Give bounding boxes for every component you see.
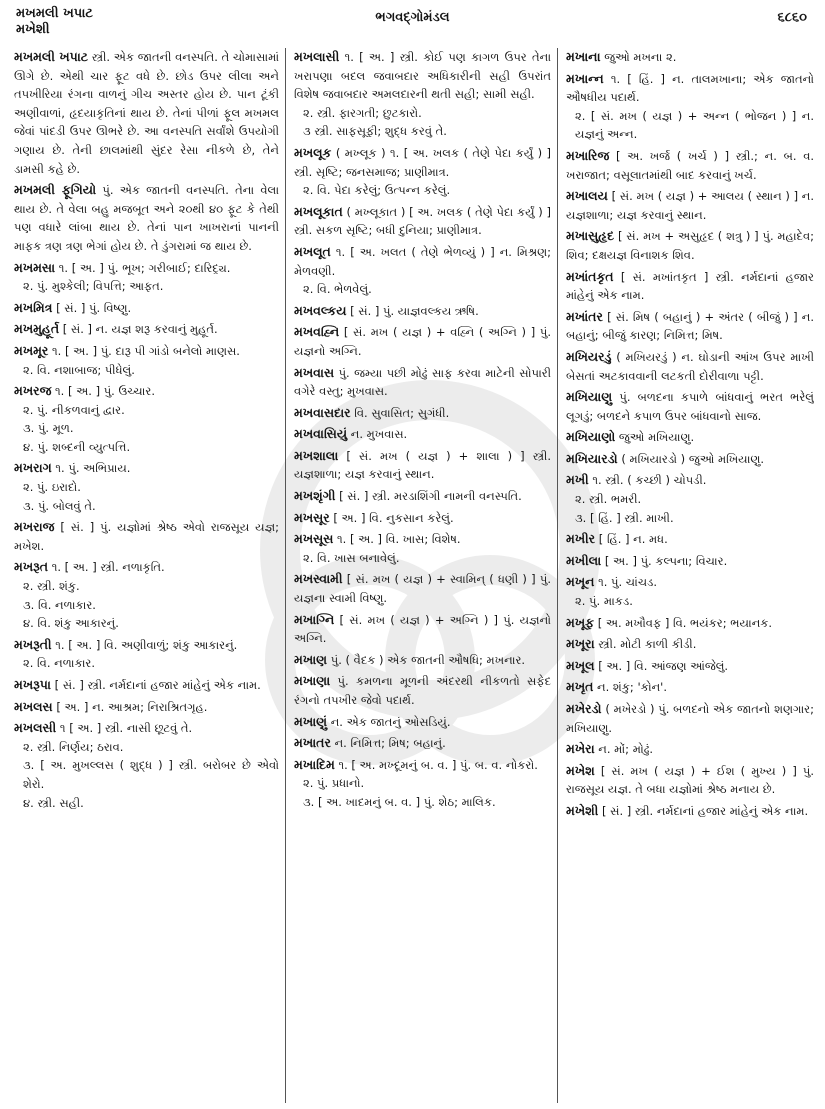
entry-definition: [ સં. મખ ( યજ્ઞ ) + ઈશ ( મુખ્ય ) ] પું. રાજસૂય યજ્ઞ. તે બધા યજ્ઞોમાં શ્રેષ્ઠ મનાય છે. — [566, 763, 814, 797]
entry-sense: ૨. સ્ત્રી. શંકુ. — [23, 579, 80, 594]
entry-sense: ૨. વિ. નશાબાજ; પીધેલું. — [23, 362, 135, 377]
entry-definition: [ સં. મખ ( યજ્ઞ ) + આલય ( સ્થાન ) ] ન. યજ્ઞશાળા; યજ્ઞ કરવાનું સ્થાન. — [566, 189, 814, 222]
entry-headword: મખવાસ — [294, 364, 335, 380]
dictionary-entry — [566, 552, 814, 571]
entry-definition: ( મખ્લૂકાત ) [ અ. ખલક ( તેણે પેદા કર્યું ) ] સ્ત્રી. સકળ સૃષ્ટિ; બધી દુનિયા; પ્રાણીમાત્ર. — [294, 204, 552, 238]
entry-headword: મખરાગ — [14, 460, 52, 476]
entry-definition: ૧. સ્ત્રી. ( કચ્છી ) ચોપડી. — [592, 473, 707, 488]
entry-headword: મખાન્ન — [566, 70, 604, 86]
dictionary-entry — [294, 323, 551, 360]
entry-headword: મખેશ — [566, 762, 595, 778]
entry-headword: મખમલી ખપાટ — [14, 49, 89, 64]
entry-headword: મખલૂકાત — [294, 203, 343, 219]
entry-definition: ( મખેરડો ) પું. બળદનો એક જાતનો શણગાર; મખિયાણુ. — [566, 702, 814, 735]
entry-headword: મખાગ્નિ — [294, 611, 335, 627]
entry-headword: મખેરડો — [566, 701, 602, 716]
dictionary-entry — [14, 698, 279, 717]
dictionary-entry — [566, 388, 814, 425]
entry-sense: ૩. [ હિં. ] સ્ત્રી. માખી. — [575, 510, 674, 525]
entry-headword: મખિયાણુ — [566, 389, 613, 405]
dictionary-entry — [566, 740, 814, 759]
entry-definition: [ અ. ] પું. કલ્પના; વિચાર. — [604, 553, 728, 568]
entry-headword: મખાતર — [294, 735, 331, 751]
entry-definition: પું. કમળના મૂળની અંદરથી નીકળતો સફેદ રંગનો તપખીર જેવો પદાર્થ. — [294, 674, 552, 707]
entry-headword: મખલૂક — [294, 144, 332, 160]
entry-sense: ૨. પું. ઇરાદો. — [23, 480, 81, 495]
entry-definition: [ સં. મખ ( યજ્ઞ ) + વહ્નિ ( અગ્નિ ) ] પું. યજ્ઞનો અગ્નિ. — [294, 325, 551, 358]
entry-definition: [ સં. મખ ( યજ્ઞ ) + સ્વામિન્ ( ધણી ) ] પું. યજ્ઞના સ્વામી વિષ્ણુ. — [294, 572, 552, 606]
entry-headword: મખલૂત — [294, 243, 331, 259]
entry-headword: મખેશી — [566, 802, 599, 818]
entry-sense: ૨. વિ. પેદા કરેલું; ઉત્પન્ન કરેલું. — [303, 183, 451, 198]
dictionary-entry — [566, 70, 814, 144]
dictionary-entry — [566, 348, 814, 385]
dictionary-entry — [566, 147, 814, 184]
entry-headword: મખૃત — [566, 679, 594, 695]
entry-headword: મખીર — [566, 531, 596, 547]
entry-definition: ૧. [ અ. ] વિ. અણીવાળું; શંકુ આકારનું. — [55, 637, 238, 652]
entry-definition: [ અ. ખર્જ ( ખર્ચ ) ] સ્ત્રી.; ન. બ. વ. ખરાજાત; વસૂલાતમાંથી બાદ કરવાનું ખર્ચ. — [566, 148, 814, 182]
entry-headword: મખૂલ — [566, 657, 595, 673]
entry-headword: મખસૂર — [294, 509, 330, 525]
entry-definition: જુઓ મખના ૨. — [604, 50, 677, 64]
entry-definition: પું. જમ્યા પછી મોઢું સાફ કરવા માટેની સોપારી વગેરે વસ્તુ; મુખવાસ. — [294, 365, 552, 399]
page-number: ૬૮૬૦ — [777, 10, 807, 25]
entry-definition: ૧ [ અ. ] સ્ત્રી. નાસી છૂટવું તે. — [59, 721, 193, 736]
entry-headword: મખવલ્કય — [294, 302, 347, 318]
entry-headword: મખાણું — [294, 713, 328, 729]
entry-definition: [ સં. ] પું. યાજ્ઞવલ્કય ઋષિ. — [350, 303, 479, 318]
dictionary-entry — [566, 614, 814, 633]
dictionary-entry — [14, 719, 279, 812]
entry-sense: ૨. વિ. નળાકાર. — [23, 656, 96, 671]
dictionary-entry — [566, 573, 814, 610]
entry-sense: ૨. [ સં. મખ ( યજ્ઞ ) + અન્ન ( ભોજન ) ] ન. યજ્ઞનું અન્ન. — [575, 108, 814, 142]
dictionary-entry — [566, 530, 814, 549]
entry-definition: ( મખિયરડું ) ન. ઘોડાની આંખ ઉપર માખી બેસતાં અટકાવવાની લટકતી દોરીવાળા પટ્ટી. — [566, 349, 814, 383]
entry-definition: ૧. પું. ચાંચડ. — [598, 575, 657, 590]
column-2 — [286, 48, 558, 1103]
entry-sense: ૨. પું. મુશ્કેલી; વિપત્તિ; આફત. — [23, 279, 164, 294]
dictionary-entry — [566, 471, 814, 527]
entry-headword: મખમૂર — [14, 342, 49, 358]
dictionary-entry — [294, 203, 551, 240]
entry-headword: મખાંતકૃત — [566, 268, 614, 284]
entry-sense: ૩. [ અ. ખાદમનું બ. વ. ] પું. શેઠ; માલિક. — [303, 794, 496, 809]
entry-headword: મખસ્વામી — [294, 571, 343, 587]
column-1 — [14, 48, 286, 1103]
entry-headword: મખવાસદાર — [294, 404, 351, 420]
entry-headword: મખરૂપા — [14, 677, 51, 692]
entry-headword: મખાસુહૃદ — [566, 228, 615, 244]
entry-headword: મખમસા — [14, 259, 56, 275]
entry-definition: ૧. [ અ. ] સ્ત્રી. નળાકૃતિ. — [51, 560, 165, 575]
entry-definition: [ અ. મખૌવફ ] વિ. ભયંકર; ભયાનક. — [597, 615, 773, 630]
entry-headword: મખાણ — [294, 651, 328, 667]
dictionary-entry — [566, 762, 814, 799]
dictionary-entry — [294, 243, 551, 299]
entry-definition: [ સં. ] પું. યજ્ઞોમાં શ્રેષ્ઠ એવો રાજસૂય યજ્ઞ; મખેશ. — [14, 520, 279, 553]
dictionary-entry — [294, 530, 551, 567]
entry-headword: મખલસ — [14, 698, 53, 714]
dictionary-entry — [294, 611, 551, 648]
entry-sense: ૨. પું. પ્રધાનો. — [303, 776, 365, 791]
dictionary-entry — [14, 181, 279, 255]
entry-headword: મખારિજ — [566, 147, 610, 163]
entry-headword: મખિયાણો — [566, 429, 616, 445]
entry-definition: [ હિં. ] ન. મધ. — [598, 532, 668, 547]
entry-headword: મખૂન — [566, 574, 595, 590]
entry-headword: મખરજ — [14, 383, 52, 399]
column-3 — [558, 48, 814, 1103]
dictionary-entry — [294, 425, 551, 444]
entry-headword: મખમુહૂર્ત — [14, 321, 60, 337]
entry-definition: જુઓ મખિયાણુ. — [618, 430, 695, 445]
dictionary-entry — [566, 700, 814, 737]
entry-definition: સ્ત્રી. મોટી કાળી કીડી. — [598, 637, 697, 652]
entry-definition: ન. મોં; મોઢું. — [598, 742, 654, 757]
dictionary-entry — [294, 144, 551, 200]
dictionary-entry — [14, 299, 279, 318]
entry-definition: [ સં. ] પું. વિષ્ણુ. — [56, 300, 132, 315]
entry-definition: સ્ત્રી. એક જાતની વનસ્પતિ. તે ચોમાસામાં ઊગે છે. એથી ચાર ફૂટ વધે છે. છોડ ઉપર લીલા અને તપખીરિયા રંગના વાળનું ગીચ અસ્તર હોય છે. પાન ટૂંકી અણીવાળાં, હૃદયાકૃતિનાં થાય છે. તેનાં પીળાં ફૂલ મખમલ જેવાં પાંદડી ઉપર ઊભરે છે. આ વનસ્પતિ સર્વાંશે ઉપયોગી ગણાય છે. તેની છાલમાંથી સુંદર રેસા નીકળે છે, તેને ડામસી કહે છે. — [14, 50, 280, 176]
entry-definition: [ સં. મખ + અસુહૃદ ( શત્રુ ) ] પું. મહાદેવ; શિવ; દક્ષયજ્ઞ વિનાશક શિવ. — [566, 229, 814, 262]
dictionary-entry — [566, 308, 814, 345]
dictionary-entry — [294, 509, 551, 528]
entry-definition: [ અ. ] ન. આશ્રમ; નિરાશ્રિતગૃહ. — [56, 699, 208, 714]
dictionary-entry — [294, 48, 551, 141]
entry-sense: ૨. પું. માકડ. — [575, 594, 633, 609]
entry-sense: ૪. પું. શબ્દની વ્યુત્પત્તિ. — [23, 439, 131, 454]
dictionary-entry — [566, 802, 814, 821]
entry-headword: મખાંતર — [566, 308, 603, 324]
dictionary-entry — [294, 672, 551, 709]
dictionary-entry — [294, 570, 551, 607]
entry-headword: મખાલય — [566, 188, 608, 204]
running-title: ભગવદ્ગોમંડલ — [375, 10, 450, 25]
entry-headword: મખસૂસ — [294, 531, 334, 547]
entry-definition: ૧. પું. અભિપ્રાય. — [55, 461, 131, 476]
entry-headword: મખીલા — [566, 552, 602, 568]
entry-sense: ૨. સ્ત્રી. નિર્ણય; ઠરાવ. — [23, 739, 124, 754]
entry-sense: ૨. વિ. ખાસ બનાવેલું. — [303, 550, 400, 565]
dictionary-entry — [14, 518, 279, 555]
entry-sense: ૨. સ્ત્રી. ભમરી. — [575, 492, 642, 507]
entry-definition: [ સં. ] સ્ત્રી. નર્મદાનાં હજાર માંહેનું એક નામ. — [601, 803, 809, 818]
entry-headword: મખશાલા — [294, 447, 339, 463]
entry-definition: [ સં. મિષ ( બહાનું ) + અંતર ( બીજું ) ] ન. બહાનું; બીજું કારણ; નિમિત્ત; મિષ. — [566, 309, 814, 343]
entry-definition: ૧. [ અ. ] પું. ભૂખ; ગરીબાઈ; દારિદ્ર્ય. — [58, 260, 231, 275]
entry-headword: મખરૂત — [14, 559, 49, 575]
entry-definition: ૧. [ હિં. ] ન. તાલમખાના; એક જાતનો ઔષધીય પદાર્થ. — [566, 71, 814, 105]
entry-sense: ૨. પું. નીકળવાનું દ્વાર. — [23, 402, 125, 417]
entry-headword: મખલસી — [14, 720, 57, 736]
entry-headword: મખવહ્નિ — [294, 324, 340, 340]
dictionary-entry — [14, 459, 279, 515]
guide-word-first: મખમલી ખપાટ — [16, 6, 93, 21]
entry-headword: મખશૃંગી — [294, 488, 336, 504]
dictionary-entry — [294, 447, 551, 484]
dictionary-entry — [14, 342, 279, 379]
dictionary-entry — [566, 657, 814, 676]
entry-headword: મખૂરા — [566, 636, 595, 652]
dictionary-entry — [566, 268, 814, 305]
entry-headword: મખરાજ — [14, 519, 55, 535]
entry-definition: [ અ. ] વિ. નુકસાન કરેલું. — [333, 510, 454, 525]
entry-definition: [ સં. ] સ્ત્રી. મરડાશિંગી નામની વનસ્પતિ. — [339, 489, 522, 504]
entry-headword: મખી — [566, 472, 589, 488]
dictionary-entry — [566, 635, 814, 654]
entry-definition: વિ. સુવાસિત; સુગંધી. — [354, 405, 450, 420]
entry-headword: મખેરા — [566, 741, 595, 757]
entry-definition: ન. નિમિત્ત; મિષ; બહાનું. — [334, 736, 446, 751]
entry-definition: ૧. [ અ. ] સ્ત્રી. કોઈ પણ કાગળ ઉપર તેના ખરાપણા બદલ જવાબદાર અધિકારીની સહી ઉપરાંત વિશેષ જવાબદાર અમલદારની થતી સહી; સામી સહી. — [294, 50, 552, 102]
entry-definition: [ સં. મખ ( યજ્ઞ ) + અગ્નિ ) ] પું. યજ્ઞનો અગ્નિ. — [294, 612, 552, 646]
dictionary-entry — [294, 364, 551, 401]
dictionary-entry — [14, 558, 279, 632]
entry-definition: ૧. [ અ. ] પું. દારૂ પી ગાંડો બનેલો માણસ. — [52, 343, 240, 358]
dictionary-entry — [14, 320, 279, 339]
dictionary-entry — [566, 678, 814, 697]
entry-sense: ૪. વિ. શંકુ આકારનું. — [23, 616, 119, 631]
entry-sense: ૩ સ્ત્રી. સાફસૂફી; શુદ્ધ કરવું તે. — [303, 124, 447, 139]
entry-headword: મખલાસી — [294, 49, 340, 64]
dictionary-entry — [566, 450, 814, 469]
entry-definition: [ સં. ] સ્ત્રી. નર્મદાનાં હજાર માંહેનું એક નામ. — [54, 678, 261, 692]
entry-headword: મખાણા — [294, 673, 331, 689]
dictionary-entry — [294, 302, 551, 321]
dictionary-entry — [294, 651, 551, 670]
entry-headword: મખિયરડું — [566, 348, 612, 364]
dictionary-entry — [294, 404, 551, 423]
entry-definition: ન. એક જાતનું ઓસડિયું. — [330, 714, 451, 729]
entry-sense: ૨. સ્ત્રી. ફારગતી; છુટકારો. — [303, 105, 422, 120]
dictionary-entry — [14, 676, 279, 695]
page-header — [0, 0, 825, 50]
dictionary-entry — [294, 713, 551, 732]
entry-definition: [ સં. મખાંતકૃત ] સ્ત્રી. નર્મદાનાં હજાર માંહેનું એક નામ. — [566, 269, 814, 303]
entry-definition: ( મખ્લૂક ) ૧. [ અ. ખલક ( તેણે પેદા કર્યું ) ] સ્ત્રી. સૃષ્ટિ; જનસમાજ; પ્રાણીમાત્ર. — [294, 145, 551, 179]
entry-definition: ૧. [ અ. ] વિ. ખાસ; વિશેષ. — [337, 532, 461, 547]
entry-definition: ( મખિયારડો ) જુઓ મખિયાણુ. — [621, 451, 765, 466]
entry-definition: [ સં. ] ન. યજ્ઞ શરૂ કરવાનું મુહૂર્ત. — [62, 322, 218, 337]
entry-definition: [ અ. ] વિ. આંજણ આંજેલું. — [598, 658, 729, 673]
entry-definition: ન. મુખવાસ. — [350, 427, 408, 442]
dictionary-entry — [294, 756, 551, 812]
entry-sense: ૨. વિ. ભેળવેલું. — [303, 282, 372, 297]
entry-headword: મખિયારડો — [566, 450, 618, 466]
dictionary-entry — [566, 187, 814, 224]
entry-definition: ન. શંકુ; 'કોન'. — [597, 680, 667, 695]
entry-headword: મખાદિમ — [294, 756, 335, 772]
entry-definition: ૧. [ અ. ] પું. ઉચ્ચાર. — [55, 384, 155, 399]
entry-definition: પું. ( વૈદક ) એક જાતની ઔષધિ; મખનાર. — [330, 652, 526, 667]
dictionary-entry — [14, 48, 279, 178]
entry-headword: મખવાસિયું — [294, 426, 348, 442]
entry-sense: ૩. વિ. નળાકાર. — [23, 597, 96, 612]
entry-sense: ૩. પું. બોલવું તે. — [23, 498, 96, 513]
dictionary-entry — [14, 636, 279, 673]
entry-headword: મખાના — [566, 49, 601, 64]
dictionary-entry — [566, 428, 814, 447]
entry-definition: ૧. [ અ. ખલત ( તેણે ભેળવ્યું ) ] ન. મિશ્રણ; મેળવણી. — [294, 244, 551, 278]
dictionary-entry — [566, 227, 814, 264]
dictionary-entry — [294, 734, 551, 753]
guide-word-last: મખેશી — [16, 22, 50, 37]
dictionary-entry — [14, 382, 279, 456]
entry-headword: મખૂફ — [566, 614, 595, 630]
entry-definition: ૧. [ અ. મખ્દૂમનું બ. વ. ] પું. બ. વ. નોકરો. — [338, 757, 538, 772]
entry-definition: [ સં. મખ ( યજ્ઞ ) + શાલા ) ] સ્ત્રી. યજ્ઞશાળા; યજ્ઞ કરવાનું સ્થાન. — [294, 448, 551, 482]
dictionary-columns — [14, 48, 814, 1103]
dictionary-entry — [294, 487, 551, 506]
entry-headword: મખરૂતી — [14, 636, 52, 652]
entry-sense: ૩. પું. મૂળ. — [23, 421, 74, 436]
entry-headword: મખમલી ફૂગિયો — [14, 182, 97, 198]
entry-definition: પું. એક જાતની વનસ્પતિ. તેના વેલા થાય છે. તે વેલા બહુ મજબૂત અને ૨૦થી ૪૦ ફૂટ કે તેથી પણ વધારે લાંબા થાય છે. તેનાં પાન ખાખરાનાં પાનની માફક ત્રણ ત્રણ ભેગાં હોય છે. તે ડુંગરામાં જ થાય છે. — [14, 183, 280, 253]
dictionary-entry — [14, 259, 279, 296]
entry-headword: મખમિત્ર — [14, 299, 53, 315]
entry-sense: ૩. [ અ. મુખલ્લસ ( શુદ્ધ ) ] સ્ત્રી. બરોબર છે એવો શેરો. — [23, 758, 279, 791]
entry-definition: પું. બળદના કપાળે બાંધવાનું ભરત ભરેલું લૂગડું; બળદને કપાળ ઉપર બાંધવાનો સાજ. — [566, 390, 814, 423]
entry-sense: ૪. સ્ત્રી. સહી. — [23, 795, 84, 810]
dictionary-entry — [566, 48, 814, 67]
